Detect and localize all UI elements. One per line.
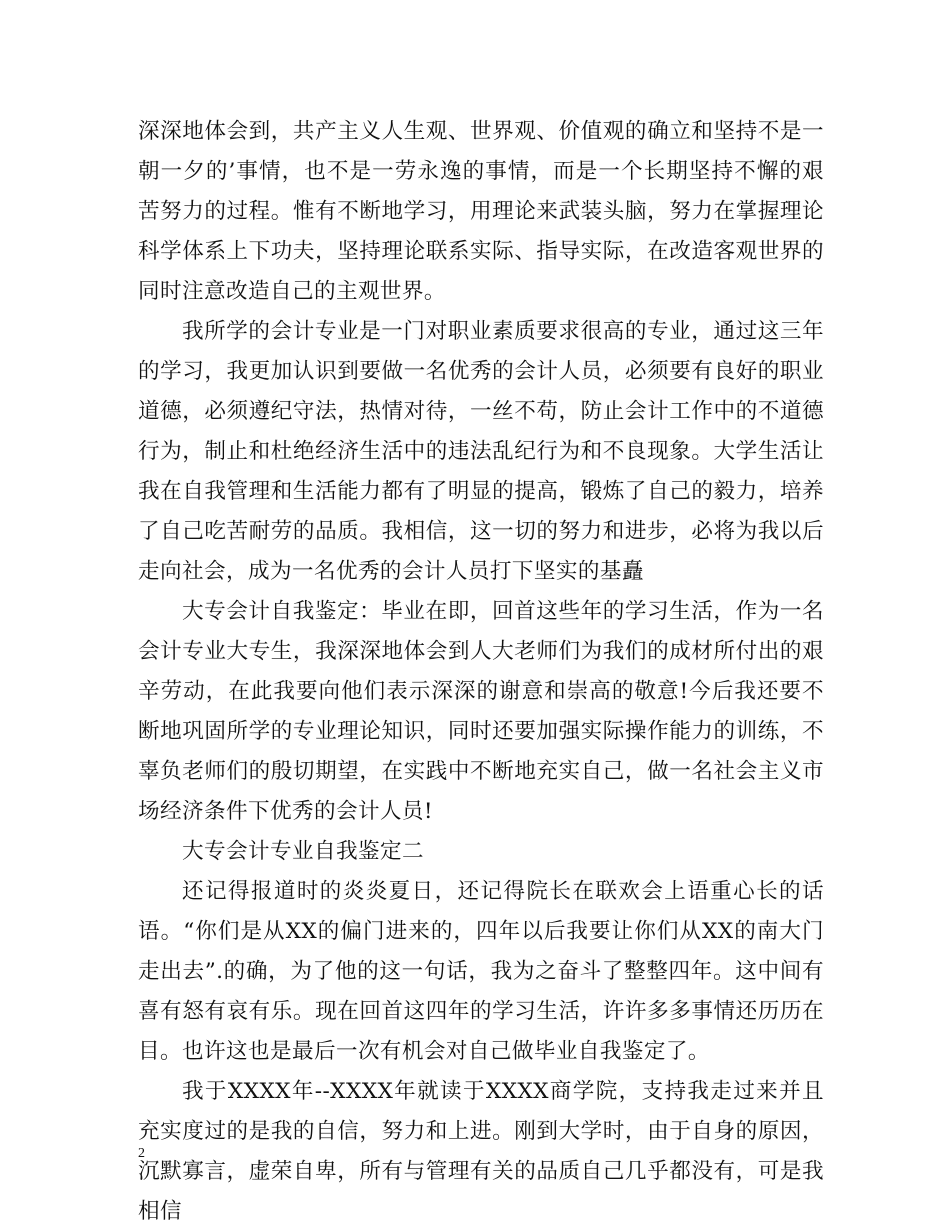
page-number: 2 [138,1146,145,1161]
paragraph-3: 大专会计自我鉴定：毕业在即，回首这些年的学习生活，作为一名会计专业大专生，我深深地体会到人大老师们为我们的成材所付出的艰辛劳动，在此我要向他们表示深深的谢意和崇高的敬意!今后我还要不断地巩固所学的专业理论知识，同时还要加强实际操作能力的训练，不辜负老师们的殷切期望，在实践中不断地充实自己，做一名社会主义市场经济条件下优秀的会计人员! [138,599,824,824]
paragraph-1: 深深地体会到，共产主义人生观、世界观、价值观的确立和坚持不是一朝一夕的’事情，也不是一劳永逸的事情，而是一个长期坚持不懈的艰苦努力的过程。惟有不断地学习，用理论来武装头脑，努力在掌握理论科学体系上下功夫，坚持理论联系实际、指导实际，在改造客观世界的同时注意改造自己的主观世界。 [138,119,824,304]
document-body [138,112,824,1232]
section-heading: 大专会计专业自我鉴定二 [182,839,424,864]
paragraph-2: 我所学的会计专业是一门对职业素质要求很高的专业，通过这三年的学习，我更加认识到要做一名优秀的会计人员，必须要有良好的职业道德，必须遵纪守法，热情对待，一丝不苟，防止会计工作中的不道德行为，制止和杜绝经济生活中的违法乱纪行为和不良现象。大学生活让我在自我管理和生活能力都有了明显的提高，锻炼了自己的毅力，培养了自己吃苦耐劳的品质。我相信，这一切的努力和进步，必将为我以后走向社会，成为一名优秀的会计人员打下坚实的基矗 [138,319,824,584]
paragraph-4: 还记得报道时的炎炎夏日，还记得院长在联欢会上语重心长的话语。“你们是从XX的偏门进来的，四年以后我要让你们从XX的南大门走出去”.的确，为了他的这一句话，我为之奋斗了整整四年。这中间有喜有怒有哀有乐。现在回首这四年的学习生活，许许多多事情还历历在目。也许这也是最后一次有机会对自己做毕业自我鉴定了。 [138,879,824,1064]
paragraph-5: 我于XXXX年--XXXX年就读于XXXX商学院，支持我走过来并且充实度过的是我的自信，努力和上进。刚到大学时，由于自身的原因，沉默寡言，虚荣自卑，所有与管理有关的品质自己几乎都没有，可是我相信 [138,1079,824,1224]
